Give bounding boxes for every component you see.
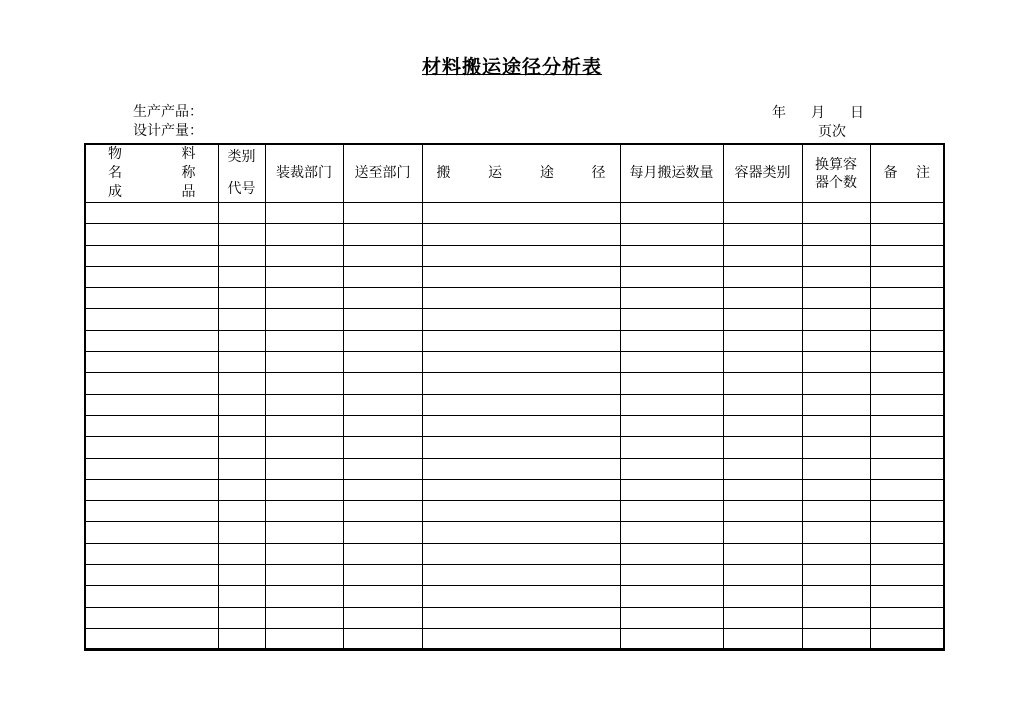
cell-loading-department [265,373,343,394]
cell-container-type [723,437,802,458]
cell-material-name [85,288,218,309]
cell-converted-container-count [802,522,870,543]
cell-container-type [723,607,802,628]
cell-handling-route [422,373,620,394]
cell-material-name [85,309,218,330]
cell-loading-department [265,245,343,266]
cell-handling-route [422,309,620,330]
table-row [85,288,944,309]
column-header-send-to-department: 送至部门 [343,144,422,203]
cell-remarks [870,437,944,458]
cell-handling-route [422,501,620,522]
cell-remarks [870,224,944,245]
cell-handling-route [422,330,620,351]
cell-send-to-department [343,437,422,458]
form-title: 材料搬运途径分析表 [421,56,602,78]
cell-handling-route [422,565,620,586]
table-row [85,203,944,224]
cell-converted-container-count [802,628,870,649]
cell-converted-container-count [802,266,870,287]
cell-converted-container-count [802,203,870,224]
cell-remarks [870,288,944,309]
cell-material-name [85,458,218,479]
cell-converted-container-count [802,437,870,458]
cell-send-to-department [343,309,422,330]
cell-monthly-handling-quantity [620,565,723,586]
cell-container-type [723,543,802,564]
cell-monthly-handling-quantity [620,522,723,543]
cell-category-code [218,586,265,607]
cell-container-type [723,628,802,649]
cell-monthly-handling-quantity [620,543,723,564]
table-row [85,543,944,564]
cell-material-name [85,522,218,543]
cell-loading-department [265,394,343,415]
cell-material-name [85,607,218,628]
cell-handling-route [422,203,620,224]
cell-monthly-handling-quantity [620,352,723,373]
cell-remarks [870,245,944,266]
cell-container-type [723,224,802,245]
cell-remarks [870,203,944,224]
table-row [85,607,944,628]
cell-container-type [723,288,802,309]
cell-remarks [870,266,944,287]
cell-container-type [723,203,802,224]
cell-monthly-handling-quantity [620,437,723,458]
column-header-category-code: 类别 代号 [218,144,265,203]
cell-container-type [723,479,802,500]
cell-material-name [85,245,218,266]
cell-material-name [85,501,218,522]
cell-category-code [218,309,265,330]
cell-loading-department [265,543,343,564]
cell-container-type [723,522,802,543]
cell-remarks [870,458,944,479]
cell-converted-container-count [802,309,870,330]
cell-monthly-handling-quantity [620,607,723,628]
cell-converted-container-count [802,224,870,245]
cell-loading-department [265,330,343,351]
table-row [85,522,944,543]
cell-category-code [218,501,265,522]
cell-send-to-department [343,415,422,436]
cell-category-code [218,437,265,458]
cell-loading-department [265,479,343,500]
cell-handling-route [422,224,620,245]
cell-container-type [723,309,802,330]
column-header-container-type: 容器类别 [723,144,802,203]
cell-remarks [870,479,944,500]
cell-monthly-handling-quantity [620,628,723,649]
cell-converted-container-count [802,245,870,266]
cell-material-name [85,543,218,564]
day-label: 日 [850,105,864,121]
cell-send-to-department [343,373,422,394]
cell-container-type [723,415,802,436]
page-number-label: 页次 [818,124,846,140]
cell-send-to-department [343,224,422,245]
cell-loading-department [265,586,343,607]
cell-loading-department [265,501,343,522]
cell-remarks [870,565,944,586]
cell-remarks [870,394,944,415]
cell-monthly-handling-quantity [620,309,723,330]
cell-remarks [870,607,944,628]
cell-category-code [218,245,265,266]
cell-loading-department [265,437,343,458]
cell-send-to-department [343,479,422,500]
cell-loading-department [265,415,343,436]
analysis-table [84,143,945,651]
table-row [85,586,944,607]
table-row [85,628,944,649]
cell-converted-container-count [802,607,870,628]
cell-loading-department [265,458,343,479]
cell-monthly-handling-quantity [620,501,723,522]
column-header-converted-container-count: 换算容 器个数 [802,144,870,203]
cell-category-code [218,479,265,500]
table-row [85,479,944,500]
cell-handling-route [422,266,620,287]
cell-converted-container-count [802,330,870,351]
cell-container-type [723,458,802,479]
cell-category-code [218,565,265,586]
cell-handling-route [422,415,620,436]
cell-converted-container-count [802,501,870,522]
cell-material-name [85,266,218,287]
cell-remarks [870,628,944,649]
cell-handling-route [422,543,620,564]
cell-handling-route [422,479,620,500]
cell-category-code [218,628,265,649]
cell-container-type [723,373,802,394]
cell-container-type [723,352,802,373]
cell-material-name [85,479,218,500]
cell-category-code [218,543,265,564]
cell-send-to-department [343,394,422,415]
cell-category-code [218,394,265,415]
table-row [85,266,944,287]
cell-category-code [218,203,265,224]
table-row [85,245,944,266]
cell-remarks [870,543,944,564]
cell-container-type [723,330,802,351]
cell-loading-department [265,309,343,330]
cell-send-to-department [343,245,422,266]
cell-handling-route [422,394,620,415]
cell-monthly-handling-quantity [620,266,723,287]
cell-monthly-handling-quantity [620,458,723,479]
cell-material-name [85,394,218,415]
cell-remarks [870,522,944,543]
table-row [85,224,944,245]
cell-monthly-handling-quantity [620,288,723,309]
cell-remarks [870,373,944,394]
cell-send-to-department [343,501,422,522]
cell-converted-container-count [802,565,870,586]
column-header-handling-route: 搬 运 途 径 [422,144,620,203]
cell-converted-container-count [802,394,870,415]
cell-handling-route [422,352,620,373]
cell-send-to-department [343,543,422,564]
date-label [772,102,864,122]
cell-category-code [218,607,265,628]
column-header-loading-department: 装裁部门 [265,144,343,203]
cell-category-code [218,288,265,309]
cell-handling-route [422,458,620,479]
cell-category-code [218,266,265,287]
cell-send-to-department [343,352,422,373]
cell-category-code [218,458,265,479]
table-row [85,309,944,330]
cell-monthly-handling-quantity [620,203,723,224]
table-row [85,437,944,458]
cell-converted-container-count [802,288,870,309]
cell-send-to-department [343,288,422,309]
cell-category-code [218,415,265,436]
month-label: 月 [811,105,825,121]
cell-category-code [218,352,265,373]
cell-monthly-handling-quantity [620,373,723,394]
cell-container-type [723,565,802,586]
table-row [85,415,944,436]
table-row [85,501,944,522]
cell-material-name [85,565,218,586]
cell-send-to-department [343,607,422,628]
cell-material-name [85,224,218,245]
cell-container-type [723,394,802,415]
cell-send-to-department [343,586,422,607]
cell-handling-route [422,288,620,309]
cell-converted-container-count [802,543,870,564]
cell-converted-container-count [802,373,870,394]
cell-material-name [85,352,218,373]
cell-handling-route [422,628,620,649]
header-row [85,144,944,203]
cell-remarks [870,501,944,522]
cell-handling-route [422,437,620,458]
table-row [85,330,944,351]
cell-send-to-department [343,628,422,649]
column-header-remarks: 备 注 [870,144,944,203]
cell-monthly-handling-quantity [620,224,723,245]
cell-send-to-department [343,565,422,586]
cell-monthly-handling-quantity [620,479,723,500]
cell-remarks [870,330,944,351]
cell-category-code [218,373,265,394]
cell-converted-container-count [802,458,870,479]
cell-send-to-department [343,266,422,287]
cell-loading-department [265,266,343,287]
cell-category-code [218,522,265,543]
column-header-monthly-handling-quantity: 每月搬运数量 [620,144,723,203]
cell-send-to-department [343,522,422,543]
cell-converted-container-count [802,586,870,607]
cell-category-code [218,224,265,245]
cell-loading-department [265,607,343,628]
cell-converted-container-count [802,479,870,500]
cell-material-name [85,415,218,436]
cell-handling-route [422,586,620,607]
cell-handling-route [422,245,620,266]
table-row [85,458,944,479]
cell-container-type [723,245,802,266]
cell-loading-department [265,352,343,373]
cell-loading-department [265,522,343,543]
cell-converted-container-count [802,352,870,373]
cell-container-type [723,586,802,607]
cell-material-name [85,437,218,458]
cell-handling-route [422,607,620,628]
cell-loading-department [265,565,343,586]
cell-remarks [870,415,944,436]
cell-material-name [85,628,218,649]
cell-remarks [870,309,944,330]
cell-loading-department [265,628,343,649]
cell-loading-department [265,288,343,309]
cell-monthly-handling-quantity [620,586,723,607]
cell-container-type [723,501,802,522]
cell-loading-department [265,203,343,224]
column-header-material-name: 物 料 名 称 成 品 [85,144,218,203]
design-output-label: 设计产量： [133,123,203,139]
cell-monthly-handling-quantity [620,245,723,266]
table-row [85,373,944,394]
cell-category-code [218,330,265,351]
table-row [85,352,944,373]
cell-monthly-handling-quantity [620,415,723,436]
cell-material-name [85,203,218,224]
cell-container-type [723,266,802,287]
production-product-label: 生产产品： [133,104,203,120]
cell-send-to-department [343,203,422,224]
cell-send-to-department [343,330,422,351]
cell-material-name [85,586,218,607]
cell-remarks [870,352,944,373]
cell-monthly-handling-quantity [620,394,723,415]
table-row [85,394,944,415]
cell-material-name [85,373,218,394]
cell-remarks [870,586,944,607]
cell-send-to-department [343,458,422,479]
cell-converted-container-count [802,415,870,436]
cell-material-name [85,330,218,351]
cell-handling-route [422,522,620,543]
year-label: 年 [772,105,786,121]
table-row [85,565,944,586]
cell-loading-department [265,224,343,245]
cell-monthly-handling-quantity [620,330,723,351]
